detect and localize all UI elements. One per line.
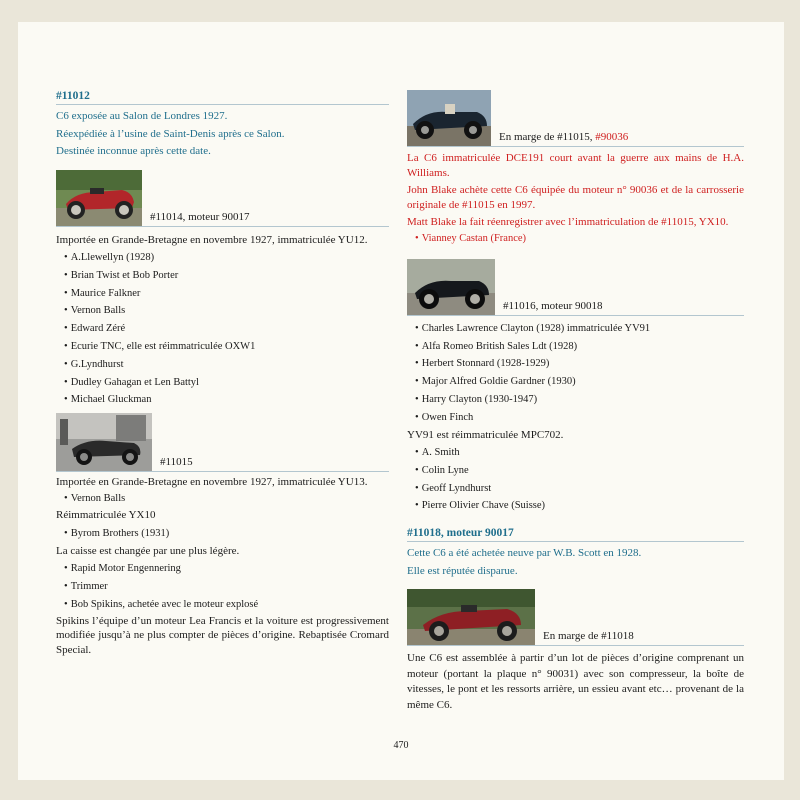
owner-list-11014	[56, 249, 389, 409]
figure-11016	[407, 259, 744, 316]
owner-list-11016-a	[407, 320, 744, 427]
owner-item: • Colin Lyne	[407, 462, 744, 480]
heading-11012: #11012	[56, 90, 389, 105]
owner-item: • Ecurie TNC, elle est réimmatriculée OXW1	[56, 338, 389, 356]
note-line: La C6 immatriculée DCE191 court avant la guerre aux mains de H.A. Williams.	[407, 152, 744, 179]
intro-11015: Importée en Grande-Bretagne en novembre 1927, immatriculée YU13.	[56, 476, 368, 489]
owner-list-11016-b	[407, 444, 744, 515]
heading-11018: #11018, moteur 90017	[407, 527, 744, 542]
note-11012	[56, 108, 389, 161]
owner-item: • Michael Gluckman	[56, 391, 389, 409]
page-number: 470	[393, 740, 409, 751]
owner-item: • G.Lyndhurst	[56, 356, 389, 374]
photo-red-racecar	[56, 170, 142, 226]
owner-item: • Vernon Balls	[56, 490, 389, 508]
figure-11014	[56, 170, 389, 227]
photo-bw-racecar-vintage	[56, 413, 152, 471]
photo-black-racecar-2	[407, 259, 495, 315]
owner-item: • Trimmer	[56, 578, 389, 596]
owner-item: • Owen Finch	[407, 409, 744, 427]
figure-margin-11018	[407, 589, 744, 646]
owner-list-11015-c	[56, 560, 389, 613]
owner-item: • Byrom Brothers (1931)	[56, 525, 389, 543]
book-page	[18, 22, 784, 780]
owner-item: • Dudley Gahagan et Len Battyl	[56, 374, 389, 392]
body-change-11015: La caisse est changée par une plus légère.	[56, 544, 240, 557]
owner-list-11015-b	[56, 525, 389, 543]
owner-item: • Charles Lawrence Clayton (1928) immatriculée YV91	[407, 320, 744, 338]
reg-11016: YV91 est réimmatriculée MPC702.	[407, 428, 564, 441]
owner-item: • Geoff Lyndhurst	[407, 480, 744, 498]
owner-item: • Rapid Motor Engennering	[56, 560, 389, 578]
photo-black-racecar	[407, 90, 491, 146]
owner-item: • A. Smith	[407, 444, 744, 462]
note-line: Matt Blake la fait réenregistrer avec l’immatriculation de #11015, YX10.	[407, 216, 729, 228]
note-line: C6 exposée au Salon de Londres 1927.	[56, 110, 228, 122]
owner-item: • Edward Zéré	[56, 320, 389, 338]
note-line: Réexpédiée à l’usine de Saint-Denis après ce Salon.	[56, 127, 285, 140]
note-11018	[407, 545, 744, 580]
margin-11015-text	[407, 151, 744, 248]
owner-item: • A.Llewellyn (1928)	[56, 249, 389, 267]
note-line: John Blake achète cette C6 équipée du moteur n° 90036 et de la carrosserie originale de #11015 en 1997.	[407, 184, 744, 211]
caption-11015: #11015	[160, 456, 193, 469]
owner-item: • Harry Clayton (1930-1947)	[407, 391, 744, 409]
reg-11015: Réimmatriculée YX10	[56, 509, 156, 522]
figure-11015	[56, 413, 389, 472]
caption-engine-number: #90036	[595, 131, 629, 143]
owner-item: • Major Alfred Goldie Gardner (1930)	[407, 373, 744, 391]
intro-11014: Importée en Grande-Bretagne en novembre 1927, immatriculée YU12.	[56, 233, 368, 246]
margin-11018-text: Une C6 est assemblée à partir d’un lot de pièces d’origine comprenant un moteur (portant la plaque n° 90031) avec son compresseur, la boîte de vitesses, le pont et les ressorts arrière, un essieu avant etc… provenant de la même C6.	[407, 652, 744, 711]
caption-prefix: En marge de #11015,	[499, 131, 596, 143]
right-column	[407, 22, 744, 713]
caption-margin-11018: En marge de #11018	[543, 630, 634, 643]
owner-item: • Vernon Balls	[56, 302, 389, 320]
note-line: Elle est réputée disparue.	[407, 564, 518, 577]
closing-11015: Spikins l’équipe d’un moteur Lea Francis et la voiture est progressivement modifiée jusqu’à ne plus compter de pièces d’origine. Rebaptisée Cromard Special.	[56, 614, 389, 656]
caption-11016: #11016, moteur 90018	[503, 299, 603, 312]
owner-list-margin-11015	[407, 230, 744, 248]
owner-item: • Bob Spikins, achetée avec le moteur explosé	[56, 596, 389, 614]
owner-list-11015-a	[56, 490, 389, 508]
owner-item: • Brian Twist et Bob Porter	[56, 267, 389, 285]
note-line: Cette C6 a été achetée neuve par W.B. Scott en 1928.	[407, 547, 642, 560]
owner-item: • Herbert Stonnard (1928-1929)	[407, 355, 744, 373]
figure-margin-11015	[407, 90, 744, 147]
owner-item: • Alfa Romeo British Sales Ldt (1928)	[407, 338, 744, 356]
left-column	[56, 22, 389, 657]
owner-item: • Maurice Falkner	[56, 285, 389, 303]
caption-margin-11015	[499, 131, 628, 146]
note-line: Destinée inconnue après cette date.	[56, 145, 211, 157]
photo-red-racecar-2	[407, 589, 535, 645]
caption-11014: #11014, moteur 90017	[150, 210, 250, 223]
owner-item: • Vianney Castan (France)	[407, 230, 744, 248]
owner-item: • Pierre Olivier Chave (Suisse)	[407, 497, 744, 515]
